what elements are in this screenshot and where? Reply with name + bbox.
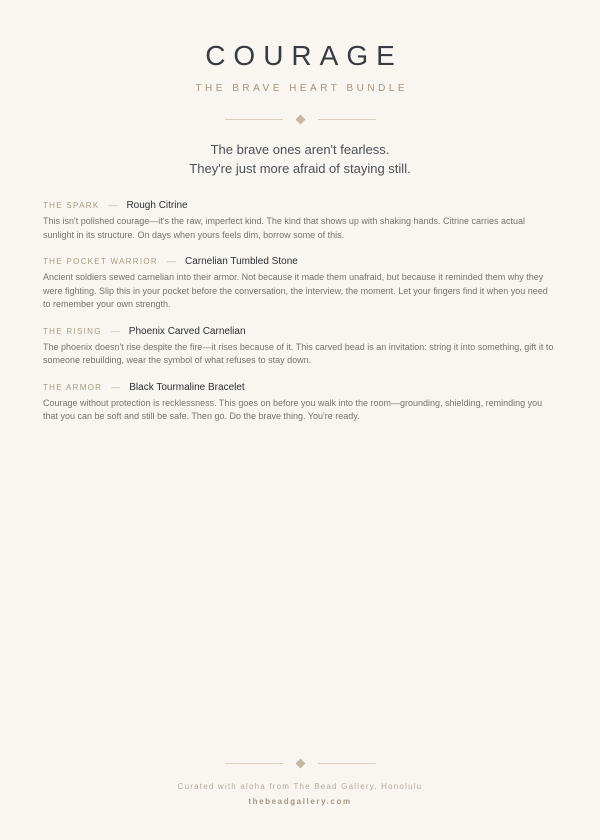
diamond-icon (295, 759, 305, 769)
list-item-armor (43, 382, 557, 424)
item-label: THE ARMOR (43, 382, 103, 392)
list-item-pocket-warrior (43, 256, 557, 312)
header-divider (0, 115, 600, 124)
dash-separator: — (110, 325, 120, 336)
item-description: This isn't polished courage—it's the raw, imperfect kind. The kind that shows up with shaking hands. Citrine carries actual sunlight in its structure. On days when yours feels dim, borrow some of this. (43, 216, 526, 240)
item-label: THE RISING (43, 326, 102, 336)
tagline (0, 141, 600, 178)
divider-line (225, 763, 283, 764)
footer-divider (0, 759, 600, 768)
item-label: THE POCKET WARRIOR (43, 257, 158, 266)
footer-website: thebeadgallery.com (248, 797, 352, 806)
item-name: Phoenix Carved Carnelian (128, 325, 246, 337)
item-heading (43, 256, 557, 267)
item-heading (43, 382, 557, 393)
item-description: Courage without protection is recklessness. This goes on before you walk into the room—grounding, shielding, reminding you that you can be soft and still be safe. Then go. Do the brave thing. You're ready. (43, 397, 543, 421)
item-description: Ancient soldiers sewed carnelian into their armor. Not because it made them unafraid, but because it reminded them why they were fighting. Slip this in your pocket before the conversation, the interview, the moment. Let your fingers find it when you need to remember your own strength. (43, 272, 548, 309)
list-item-spark (43, 200, 557, 242)
footer-credit: Curated with aloha from The Bead Gallery, Honolulu (177, 782, 423, 791)
item-name: Black Tourmaline Bracelet (129, 381, 245, 393)
header (0, 0, 600, 178)
divider-line (225, 119, 283, 120)
divider-line (318, 119, 376, 120)
page-subtitle: THE BRAVE HEART BUNDLE (195, 83, 409, 94)
diamond-icon (295, 115, 305, 125)
list-item-rising (43, 326, 557, 368)
item-heading (43, 200, 557, 211)
tagline-line-1: The brave ones aren't fearless. (210, 142, 390, 157)
item-name: Carnelian Tumbled Stone (184, 256, 298, 267)
footer (0, 759, 600, 840)
item-label: THE SPARK (43, 201, 100, 210)
dash-separator: — (108, 200, 118, 210)
dash-separator: — (111, 381, 121, 392)
item-name: Rough Citrine (126, 200, 188, 211)
item-heading (43, 326, 557, 337)
tagline-line-2: They're just more afraid of staying still. (189, 160, 411, 176)
item-description: The phoenix doesn't rise despite the fire—it rises because of it. This carved bead is an invitation: string it into something, gift it to someone rebuilding, wear the symbol of what refuses to stay down. (43, 341, 554, 365)
divider-line (318, 763, 376, 764)
page-title: COURAGE (205, 40, 403, 71)
dash-separator: — (166, 256, 176, 266)
bundle-item-list (0, 200, 600, 438)
